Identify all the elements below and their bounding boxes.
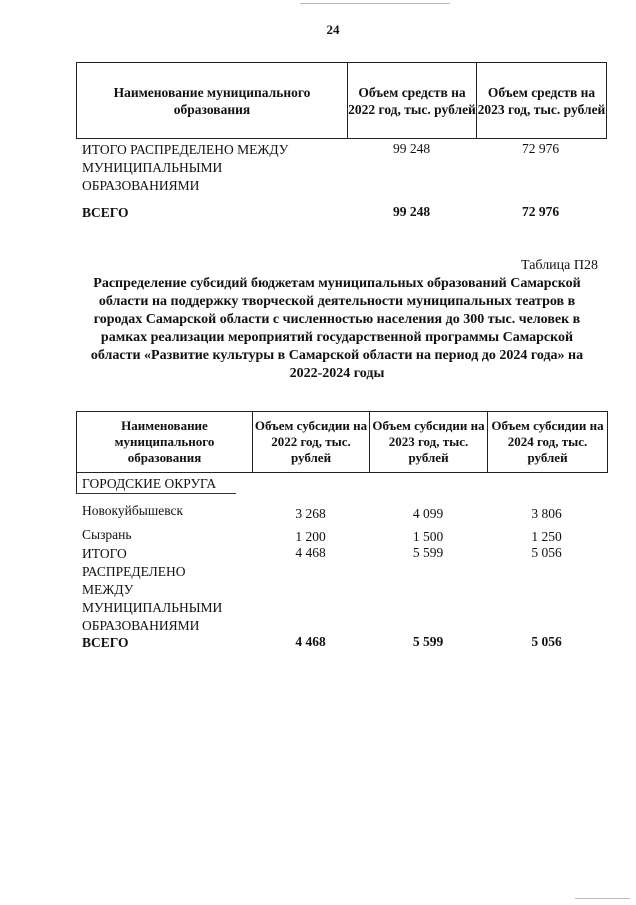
table2-header-name: Наименование муниципального образования xyxy=(77,412,253,472)
table1-header-2023: Объем средств на 2023 год, тыс. рублей xyxy=(477,84,606,117)
table1-row-total-name: ИТОГО РАСПРЕДЕЛЕНО МЕЖДУ МУНИЦИПАЛЬНЫМИ ОБРАЗОВАНИЯМИ xyxy=(82,142,289,193)
table2-row-grand-name: ВСЕГО xyxy=(82,635,129,650)
table2-row-2024: 1 250 xyxy=(531,529,562,544)
table1-header xyxy=(76,62,607,139)
table2-row-2023: 4 099 xyxy=(412,506,444,521)
table2-row-grand-2023: 5 599 xyxy=(412,634,444,649)
table2-row-total-2022: 4 468 xyxy=(295,545,326,560)
table2-row-name: Сызрань xyxy=(82,527,132,542)
table2-row-total-2024: 5 056 xyxy=(531,545,562,560)
table2-row-2024: 3 806 xyxy=(531,506,562,521)
table-label: Таблица П28 xyxy=(521,258,598,273)
table2-row-name: Новокуйбышевск xyxy=(82,503,184,518)
table2-header-2023: Объем субсидии на 2023 год, тыс. рублей xyxy=(370,412,488,472)
table2-header-2024: Объем субсидии на 2024 год, тыс. рублей xyxy=(491,418,604,465)
table2-row-total-2023: 5 599 xyxy=(412,545,444,560)
table2-row-grand-2022: 4 468 xyxy=(295,634,326,649)
table1-header-name: Наименование муниципального образования xyxy=(77,63,348,138)
section-divider xyxy=(76,493,236,494)
page-number: 24 xyxy=(326,22,340,37)
table1-row-total-2022: 99 248 xyxy=(392,141,431,156)
table1-row-grand-name: ВСЕГО xyxy=(82,205,129,220)
table1-row-total-2023: 72 976 xyxy=(521,141,560,156)
table2-row-2022: 1 200 xyxy=(295,529,326,544)
table2-header xyxy=(76,411,608,473)
table2-row-2023: 1 500 xyxy=(412,529,444,544)
scan-artifact xyxy=(300,3,450,4)
table2-row-2022: 3 268 xyxy=(295,506,326,521)
table2-section-label: ГОРОДСКИЕ ОКРУГА xyxy=(82,476,217,491)
table-title: Распределение субсидий бюджетам муниципальных образований Самарской области на поддержку творческой деятельности муниципальных театров в городах Самарской области с численностью населения до 300 тыс. человек в рамках реализации мероприятий государственной программы Самарской области «Развитие культуры в Самарской области на период до 2024 года» на 2022-2024 годы xyxy=(90,276,584,381)
table2-row-grand-2024: 5 056 xyxy=(531,634,562,649)
table1-row-grand-2023: 72 976 xyxy=(521,204,560,219)
table2-left-border xyxy=(76,472,77,494)
table2-row-total-name: ИТОГО РАСПРЕДЕЛЕНО МЕЖДУ МУНИЦИПАЛЬНЫМИ ОБРАЗОВАНИЯМИ xyxy=(82,546,223,633)
table2-header-2022: Объем субсидии на 2022 год, тыс. рублей xyxy=(253,412,370,472)
table1-row-grand-2022: 99 248 xyxy=(392,204,431,219)
table1-header-2022: Объем средств на 2022 год, тыс. рублей xyxy=(348,63,477,138)
scan-artifact xyxy=(575,898,630,899)
